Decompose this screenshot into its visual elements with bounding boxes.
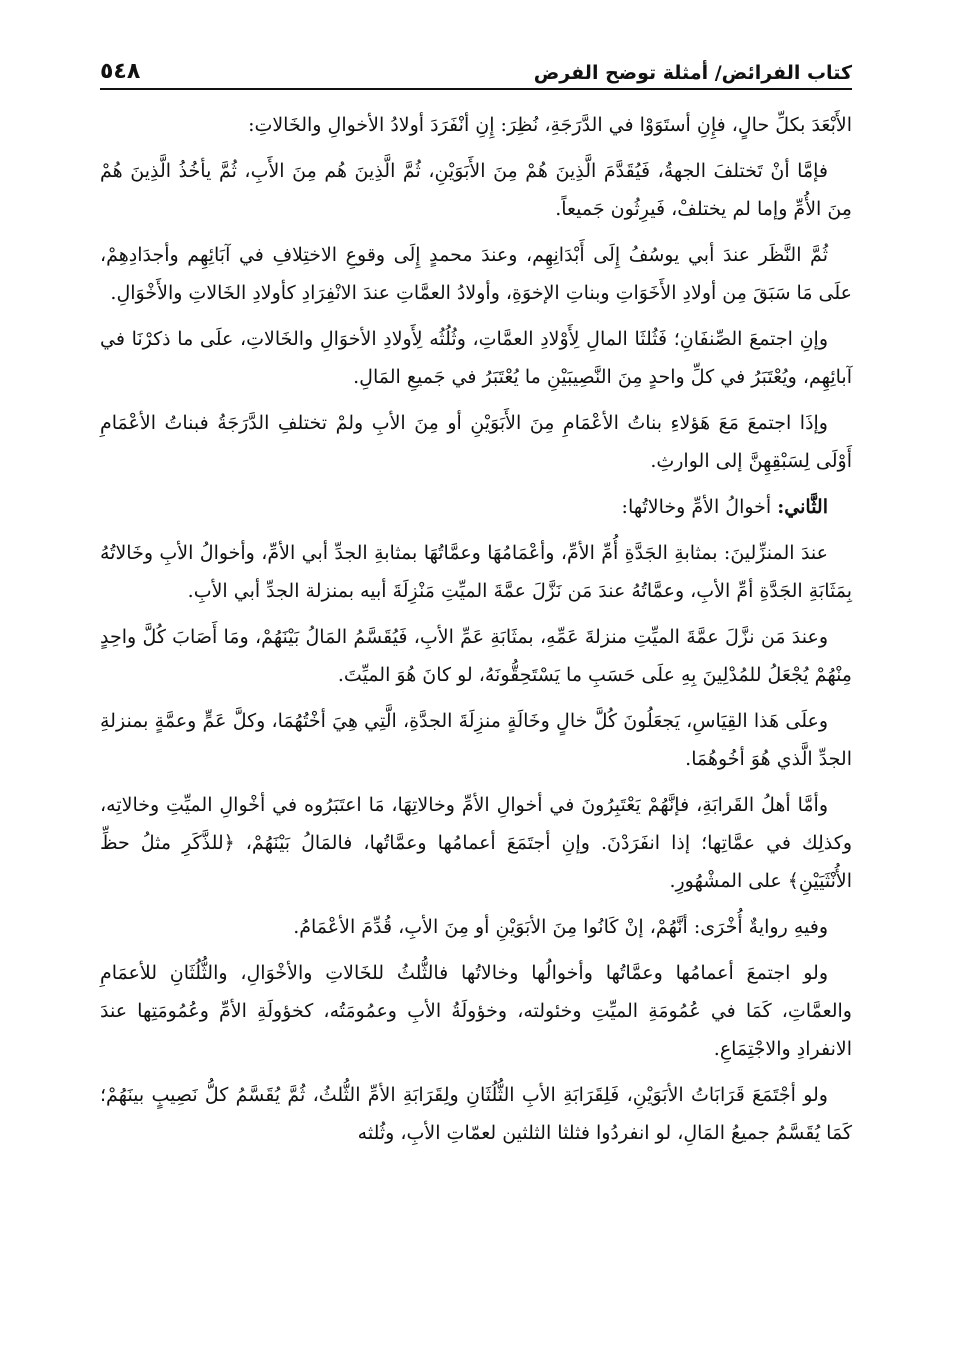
- page-body: [100, 106, 852, 1160]
- running-title: كتاب الفرائض/ أمثلة توضح الفرض: [533, 62, 852, 84]
- section-subheading: [100, 488, 852, 526]
- paragraph: وإنِ اجتمعَ الصِّنفَانِ؛ فَثُلثَا المالِ لِأَوْلادِ العمَّاتِ، وثُلُثُه لِأَولادِ الأخوَالِ والخَالاتِ، علَى ما ذكرْنَا في آبائِهِم، ويُعْتَبَرُ في كلِّ واحدٍ مِنَ النَّصِيبَيْنِ ما يُعْتَبَرُ في جَميعِ المَالِ.: [100, 328, 852, 388]
- paragraph: الأَبْعَدَ بكلِّ حالٍ، فإِنِ أستَوَوْا في الدَّرَجَةِ، نُظِرَ: إِنِ أنْفَرَدَ أولادُ الأخوالِ والخَالاتِ:: [248, 114, 852, 136]
- page-number: ٥٤٨: [100, 59, 141, 84]
- paragraph: ولو اجتمعَ أعمامُها وعمَّاتُها وأخوالُها وخالاتُها فالثُّلثُ للخَالاتِ والأخْوَالِ، والثُّلُثَانِ للأعمَامِ والعمَّاتِ، كَمَا في عُمُومَةِ الميِّتِ وخئولته، وخؤولَةُ الأبِ وعمُومَتُه، كخؤولَةِ الأمِّ وعُمُومَتِها عندَ الانفرادِ والاجْتِمَاعِ.: [100, 962, 852, 1060]
- paragraph: ثُمَّ النَّظَر عندَ أبي يوسُفُ إِلَى أَبْدَانِهِم، وعندَ محمدٍ إِلَى وقوعِ الاختِلافِ في آبَائِهِم وأجدَادِهِمْ، علَى مَا سَبَقَ مِن أولادِ الأَخَوَاتِ وبناتِ الإخوَةِ، وأولادُ العمَّاتِ عندَ الانْفِرَادِ كأولادِ الخَالاتِ والأَخْوَالِ.: [100, 244, 852, 304]
- paragraph: وإذَا اجتمعَ مَعَ هَؤلاءِ بناتُ الأعْمَامِ مِنَ الأَبَوَيْنِ أو مِنَ الأبِ ولمْ تختلفِ الدَّرَجَةُ فبناتُ الأعْمَامِ أَوْلَى لِسَبْقِهِنَّ إلى الوارثِ.: [100, 412, 852, 472]
- paragraph: وفيهِ روايةٌ أُخْرَى: أنَّهُمْ، إنْ كَانُوا مِنَ الأبَوَيْنِ أو مِنَ الأبِ، قُدِّمَ الأعْمَامُ.: [293, 916, 828, 938]
- subheading-text: أخوالُ الأمِّ وخالاتُها:: [621, 496, 772, 518]
- paragraph: وأمَّا أهلُ القَرابَةِ، فإنَّهُمْ يَعْتَبِرُونَ في أخوالِ الأمِّ وخالاتِهَا، مَا اعتَبَرُوه في أخْوالِ الميِّتِ وخالاتِه، وكذلِك في عمَّاتِها؛ إذا انفَرَدْنَ. وإنِ أجتَمَعَ أعمامُها وعمَّاتُها، فالمَالُ بَيْنَهُمْ، ﴿للذَّكَرِ مثلُ حظِّ الأُنْثَيَيْنِ﴾ على المشْهُورِ.: [100, 794, 852, 892]
- subheading-label: الثَّاني:: [777, 496, 828, 518]
- paragraph: وعندَ مَن نزَّلَ عمَّةَ الميِّتِ منزلةَ عَمِّهِ، بمثَابَةِ عَمِّ الأبِ، فَيُقَسَّمُ المَالُ بَيْنَهُمْ، ومَا أَصَابَ كُلَّ واحِدٍ مِنْهُمْ يُجْعَلُ للمُدْلِينَ بِهِ علَى حَسَبِ ما يَسْتَحِقُّونَهُ، لو كانَ هُوَ الميِّتَ.: [100, 626, 852, 686]
- paragraph: ولو أجْتَمَعَ قَرَابَاتُ الأبَوَيْنِ، فَلِقَرَابَةِ الأبِ الثُّلُثَانِ ولِقَرَابَةِ الأمِّ الثُّلثُ، ثُمَّ يُقَسَّمُ كلُّ نَصِيبٍ بينَهُمْ؛ كَمَا يُقَسَّمُ جميعُ المَالِ، لو انفردُوا فثلثا الثلثين لعمّاتِ الأبِ، وثُلثه: [100, 1084, 852, 1144]
- paragraph: عندَ المنزِّلينَ: بمثابةِ الجَدَّةِ أُمِّ الأمِّ، وأعْمَامُهَا وعمَّاتُهَا بمثابةِ الجدِّ أبي الأمِّ، وأخوالُ الأبِ وخَالاتُهُ بِمَثَابَةِ الجَدَّةِ أمِّ الأبِ، وعمَّاتُهُ عندَ مَن نَزَّلَ عمَّةَ الميِّتِ مَنْزِلَةَ أبيه بمنزلة الجدِّ أبي الأبِ.: [100, 542, 852, 602]
- paragraph: وعلَى هَذا القِيَاسِ، يَجعَلُونَ كُلَّ خالٍ وخَالَةٍ منزِلَةَ الجدَّةِ، الَّتِي هِيَ أخْتُهُمَا، وكلَّ عَمٍّ وعمَّةٍ بمنزلةِ الجدِّ الَّذي هُوَ أخُوهُمَا.: [100, 710, 852, 770]
- page-header: [100, 50, 852, 90]
- paragraph: فإمَّا أنْ تَختلفَ الجهةُ، فَيُقَدَّمَ الَّذِينَ هُمْ مِنَ الأَبَوَيْنِ، ثُمَّ الَّذِينَ هُم مِنَ الأَبِ، ثُمَّ يأخُذُ الَّذِينَ هُمْ مِنَ الأُمِّ وإما لم يختلفْ، فَيرِثُون جَميعاً.: [100, 160, 852, 220]
